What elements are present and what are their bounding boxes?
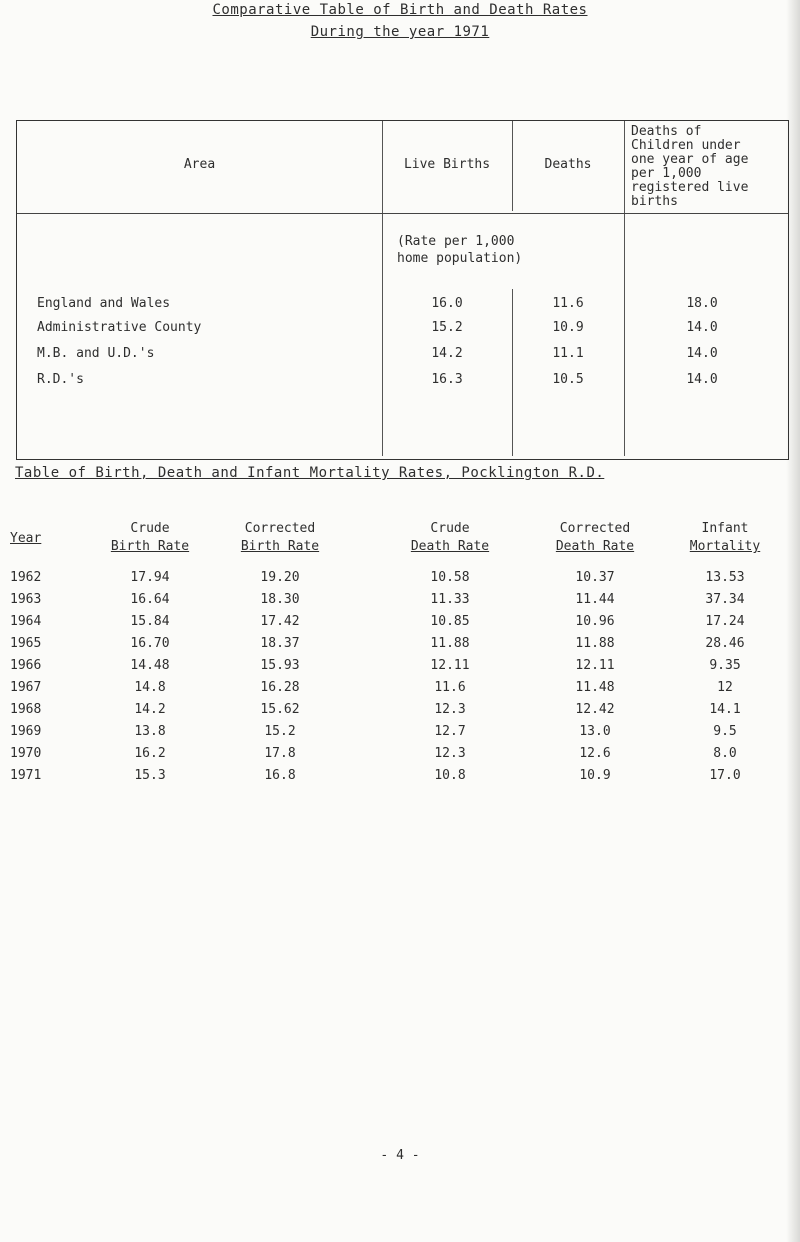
header-live-births: Live Births bbox=[403, 157, 491, 172]
corrected-death-cell: 12.42 bbox=[575, 702, 615, 717]
corrected-birth-cell: 18.37 bbox=[260, 636, 300, 651]
corrected-birth-cell: 16.28 bbox=[260, 680, 300, 695]
corrected-birth-cell: 19.20 bbox=[260, 570, 300, 585]
corrected-birth-cell: 16.8 bbox=[264, 768, 296, 783]
crude-death-cell: 10.8 bbox=[434, 768, 466, 783]
crude-death-cell: 11.88 bbox=[430, 636, 470, 651]
corrected-death-cell: 10.37 bbox=[575, 570, 615, 585]
header-corrected-death: Corrected Death Rate bbox=[555, 521, 635, 554]
header-deaths: Deaths bbox=[544, 157, 592, 172]
year-cell: 1970 bbox=[10, 746, 42, 761]
rate-subheader: (Rate per 1,000 home population) bbox=[397, 234, 523, 266]
corrected-death-cell: 11.44 bbox=[575, 592, 615, 607]
title-line-2: During the year 1971 bbox=[310, 24, 490, 40]
area-cell: Administrative County bbox=[37, 320, 202, 335]
table-row bbox=[0, 636, 800, 658]
year-cell: 1969 bbox=[10, 724, 42, 739]
crude-birth-cell: 14.2 bbox=[134, 702, 166, 717]
crude-birth-cell: 17.94 bbox=[130, 570, 170, 585]
table-row bbox=[17, 372, 788, 394]
year-cell: 1968 bbox=[10, 702, 42, 717]
divider bbox=[17, 213, 788, 214]
crude-birth-cell: 16.70 bbox=[130, 636, 170, 651]
corrected-birth-cell: 15.2 bbox=[264, 724, 296, 739]
infant-cell: 18.0 bbox=[686, 296, 718, 311]
crude-death-cell: 12.3 bbox=[434, 702, 466, 717]
table-row bbox=[0, 746, 800, 768]
infant-mortality-cell: 12 bbox=[717, 680, 733, 695]
infant-cell: 14.0 bbox=[686, 346, 718, 361]
corrected-birth-cell: 15.93 bbox=[260, 658, 300, 673]
year-cell: 1965 bbox=[10, 636, 42, 651]
table-row bbox=[0, 768, 800, 790]
area-cell: M.B. and U.D.'s bbox=[37, 346, 155, 361]
deaths-cell: 11.6 bbox=[552, 296, 584, 311]
infant-mortality-cell: 37.34 bbox=[705, 592, 745, 607]
page-number: - 4 - bbox=[380, 1148, 420, 1163]
table-row bbox=[0, 658, 800, 680]
table-row bbox=[0, 570, 800, 592]
infant-mortality-cell: 8.0 bbox=[713, 746, 737, 761]
title-line-1: Comparative Table of Birth and Death Rates bbox=[212, 2, 588, 18]
infant-mortality-cell: 28.46 bbox=[705, 636, 745, 651]
table-row bbox=[17, 346, 788, 368]
infant-mortality-cell: 14.1 bbox=[709, 702, 741, 717]
table2-title: Table of Birth, Death and Infant Mortality Rates, Pocklington R.D. bbox=[15, 465, 605, 481]
corrected-death-cell: 13.0 bbox=[579, 724, 611, 739]
live-births-cell: 14.2 bbox=[431, 346, 463, 361]
year-cell: 1963 bbox=[10, 592, 42, 607]
live-births-cell: 15.2 bbox=[431, 320, 463, 335]
crude-birth-cell: 16.2 bbox=[134, 746, 166, 761]
area-cell: R.D.'s bbox=[37, 372, 84, 387]
infant-mortality-cell: 17.24 bbox=[705, 614, 745, 629]
corrected-death-cell: 12.11 bbox=[575, 658, 615, 673]
corrected-death-cell: 10.96 bbox=[575, 614, 615, 629]
corrected-death-cell: 11.48 bbox=[575, 680, 615, 695]
crude-birth-cell: 13.8 bbox=[134, 724, 166, 739]
header-infant-mortality: Infant Mortality bbox=[689, 521, 761, 554]
table-row bbox=[17, 296, 788, 318]
infant-cell: 14.0 bbox=[686, 320, 718, 335]
live-births-cell: 16.0 bbox=[431, 296, 463, 311]
crude-death-cell: 12.7 bbox=[434, 724, 466, 739]
corrected-birth-cell: 18.30 bbox=[260, 592, 300, 607]
corrected-birth-cell: 17.8 bbox=[264, 746, 296, 761]
header-corrected-birth: Corrected Birth Rate bbox=[240, 521, 320, 554]
table-row bbox=[0, 702, 800, 724]
crude-birth-cell: 16.64 bbox=[130, 592, 170, 607]
header-area: Area bbox=[183, 157, 216, 172]
crude-death-cell: 12.11 bbox=[430, 658, 470, 673]
crude-birth-cell: 15.3 bbox=[134, 768, 166, 783]
year-cell: 1971 bbox=[10, 768, 42, 783]
corrected-death-cell: 11.88 bbox=[575, 636, 615, 651]
crude-death-cell: 12.3 bbox=[434, 746, 466, 761]
corrected-birth-cell: 15.62 bbox=[260, 702, 300, 717]
table-row bbox=[0, 592, 800, 614]
table-row bbox=[0, 680, 800, 702]
area-cell: England and Wales bbox=[37, 296, 171, 311]
crude-birth-cell: 15.84 bbox=[130, 614, 170, 629]
header-year: Year bbox=[10, 531, 42, 546]
corrected-birth-cell: 17.42 bbox=[260, 614, 300, 629]
header-crude-death: Crude Death Rate bbox=[410, 521, 490, 554]
crude-death-cell: 11.6 bbox=[434, 680, 466, 695]
deaths-cell: 11.1 bbox=[552, 346, 584, 361]
crude-birth-cell: 14.48 bbox=[130, 658, 170, 673]
year-cell: 1967 bbox=[10, 680, 42, 695]
infant-cell: 14.0 bbox=[686, 372, 718, 387]
year-cell: 1966 bbox=[10, 658, 42, 673]
table-row bbox=[0, 614, 800, 636]
infant-mortality-cell: 13.53 bbox=[705, 570, 745, 585]
live-births-cell: 16.3 bbox=[431, 372, 463, 387]
infant-mortality-cell: 17.0 bbox=[709, 768, 741, 783]
infant-mortality-cell: 9.5 bbox=[713, 724, 737, 739]
crude-death-cell: 10.85 bbox=[430, 614, 470, 629]
rates-comparison-table bbox=[16, 120, 789, 460]
header-crude-birth: Crude Birth Rate bbox=[110, 521, 190, 554]
deaths-cell: 10.5 bbox=[552, 372, 584, 387]
crude-death-cell: 10.58 bbox=[430, 570, 470, 585]
crude-death-cell: 11.33 bbox=[430, 592, 470, 607]
infant-mortality-cell: 9.35 bbox=[709, 658, 741, 673]
year-cell: 1962 bbox=[10, 570, 42, 585]
corrected-death-cell: 10.9 bbox=[579, 768, 611, 783]
table-row bbox=[0, 724, 800, 746]
crude-birth-cell: 14.8 bbox=[134, 680, 166, 695]
divider bbox=[624, 121, 625, 456]
deaths-cell: 10.9 bbox=[552, 320, 584, 335]
corrected-death-cell: 12.6 bbox=[579, 746, 611, 761]
header-infant-deaths: Deaths of Children under one year of age per 1,000 registered live births bbox=[631, 124, 749, 209]
table-row bbox=[17, 320, 788, 342]
year-cell: 1964 bbox=[10, 614, 42, 629]
